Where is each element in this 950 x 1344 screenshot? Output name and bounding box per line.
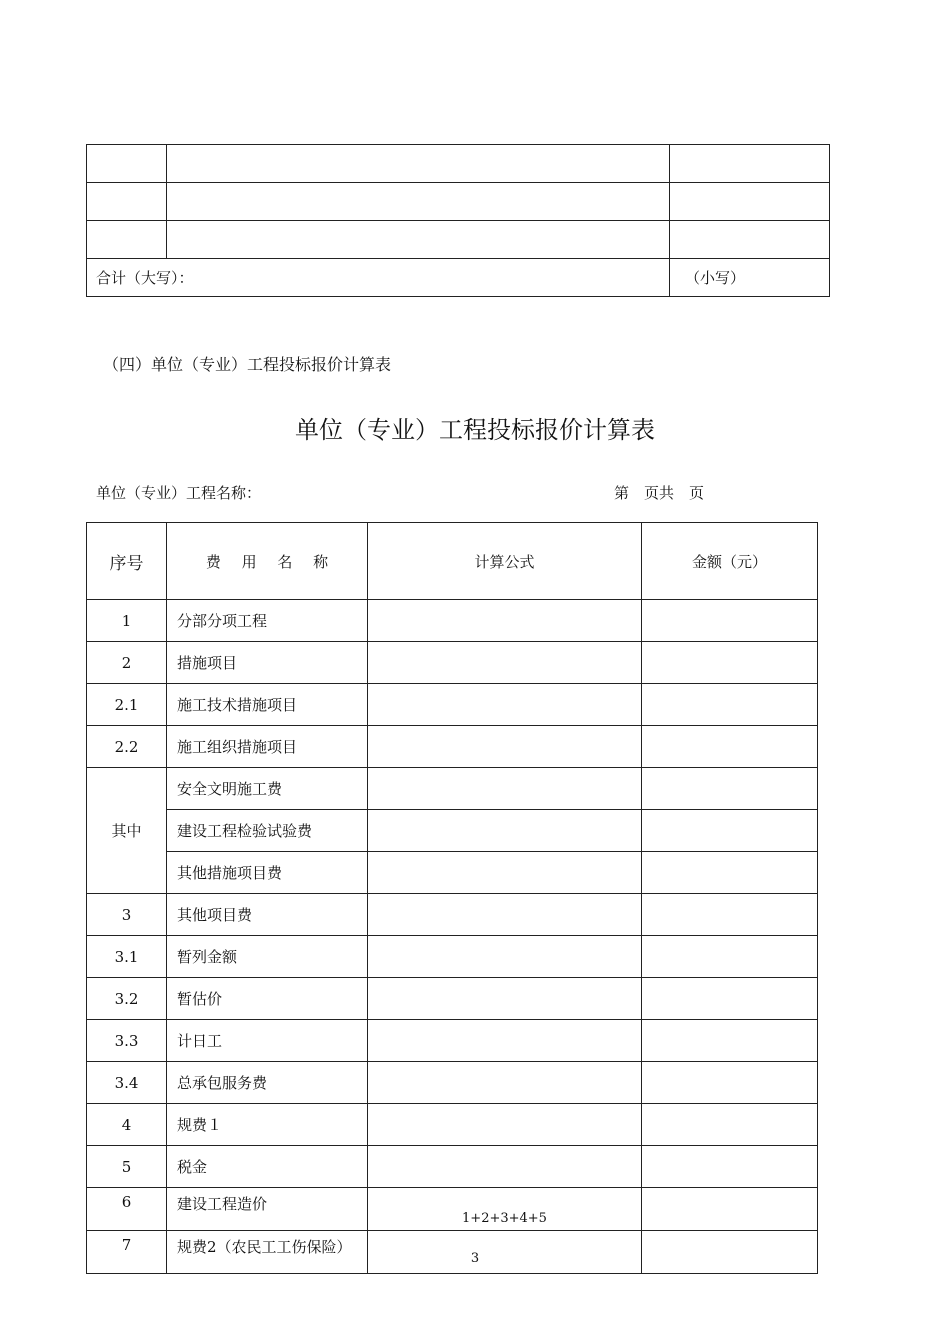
row-formula <box>368 852 642 894</box>
table-row <box>87 768 818 810</box>
row-seq: 2 <box>87 642 167 684</box>
table-row <box>87 978 818 1020</box>
row-amount <box>642 1104 818 1146</box>
row-name: 税金 <box>167 1146 368 1188</box>
table-row <box>87 1020 818 1062</box>
row-seq: 2.1 <box>87 684 167 726</box>
row-seq-group: 其中 <box>87 768 167 894</box>
row-amount <box>642 1020 818 1062</box>
row-formula <box>368 810 642 852</box>
table-row <box>87 600 818 642</box>
row-amount <box>642 810 818 852</box>
row-amount <box>642 894 818 936</box>
table-row <box>87 810 818 852</box>
row-formula <box>368 600 642 642</box>
row-name: 暂估价 <box>167 978 368 1020</box>
row-formula: 1+2+3+4+5 <box>368 1188 642 1231</box>
bid-price-calc-table <box>86 522 818 1274</box>
row-amount <box>642 600 818 642</box>
continued-table <box>86 144 830 297</box>
table-cell <box>87 145 167 183</box>
row-formula <box>368 936 642 978</box>
row-name: 计日工 <box>167 1020 368 1062</box>
table-cell <box>87 183 167 221</box>
table-row <box>87 1062 818 1104</box>
row-name: 建设工程检验试验费 <box>167 810 368 852</box>
row-amount <box>642 768 818 810</box>
row-seq: 5 <box>87 1146 167 1188</box>
row-formula <box>368 768 642 810</box>
row-amount <box>642 978 818 1020</box>
row-name: 暂列金额 <box>167 936 368 978</box>
row-amount <box>642 684 818 726</box>
table-row <box>87 894 818 936</box>
row-formula <box>368 1020 642 1062</box>
row-formula <box>368 726 642 768</box>
project-name-label: 单位（专业）工程名称： <box>96 484 262 502</box>
row-seq: 2.2 <box>87 726 167 768</box>
row-seq: 3.4 <box>87 1062 167 1104</box>
table-cell <box>670 183 830 221</box>
table-row <box>87 642 818 684</box>
table-row <box>87 1146 818 1188</box>
table-row <box>87 183 830 221</box>
table-header-row <box>87 523 818 600</box>
table-cell <box>87 221 167 259</box>
row-seq: 3.1 <box>87 936 167 978</box>
row-name: 建设工程造价 <box>167 1188 368 1231</box>
row-amount <box>642 1188 818 1231</box>
row-formula <box>368 642 642 684</box>
header-formula: 计算公式 <box>368 523 642 600</box>
header-seq: 序号 <box>87 523 167 600</box>
header-amount: 金额（元） <box>642 523 818 600</box>
form-title: 单位（专业）工程投标报价计算表 <box>295 416 655 444</box>
table-row <box>87 726 818 768</box>
row-seq: 6 <box>87 1188 167 1231</box>
row-seq: 4 <box>87 1104 167 1146</box>
row-formula <box>368 684 642 726</box>
row-amount <box>642 1146 818 1188</box>
row-seq: 1 <box>87 600 167 642</box>
table-row <box>87 1104 818 1146</box>
table-row <box>87 1188 818 1231</box>
row-name: 总承包服务费 <box>167 1062 368 1104</box>
row-name: 施工组织措施项目 <box>167 726 368 768</box>
row-name: 分部分项工程 <box>167 600 368 642</box>
total-row <box>87 259 830 297</box>
total-uppercase-label: 合计（大写）： <box>87 259 670 297</box>
row-amount <box>642 852 818 894</box>
row-name: 其他措施项目费 <box>167 852 368 894</box>
row-amount <box>642 726 818 768</box>
table-cell <box>167 221 670 259</box>
page-of-label: 第 页共 页 <box>614 484 705 502</box>
table-cell <box>670 145 830 183</box>
page-number: 3 <box>470 1251 480 1266</box>
row-seq: 7 <box>87 1231 167 1274</box>
table-row <box>87 684 818 726</box>
row-amount <box>642 936 818 978</box>
table-cell <box>670 221 830 259</box>
section-heading: （四）单位（专业）工程投标报价计算表 <box>103 355 392 374</box>
row-name: 规费１ <box>167 1104 368 1146</box>
row-seq: 3.2 <box>87 978 167 1020</box>
row-name: 措施项目 <box>167 642 368 684</box>
row-formula <box>368 978 642 1020</box>
row-seq: 3 <box>87 894 167 936</box>
row-name: 安全文明施工费 <box>167 768 368 810</box>
row-seq: 3.3 <box>87 1020 167 1062</box>
table-cell <box>167 183 670 221</box>
table-row <box>87 852 818 894</box>
row-formula <box>368 1146 642 1188</box>
total-lowercase-label: （小写） <box>670 259 830 297</box>
row-amount <box>642 642 818 684</box>
table-row <box>87 145 830 183</box>
row-formula <box>368 1104 642 1146</box>
header-fee-name: 费 用 名 称 <box>167 523 368 600</box>
row-amount <box>642 1062 818 1104</box>
row-name: 施工技术措施项目 <box>167 684 368 726</box>
table-cell <box>167 145 670 183</box>
row-formula <box>368 894 642 936</box>
table-row <box>87 936 818 978</box>
row-name: 其他项目费 <box>167 894 368 936</box>
row-name: 规费2（农民工工伤保险） <box>167 1231 368 1274</box>
table-row <box>87 221 830 259</box>
row-formula <box>368 1062 642 1104</box>
